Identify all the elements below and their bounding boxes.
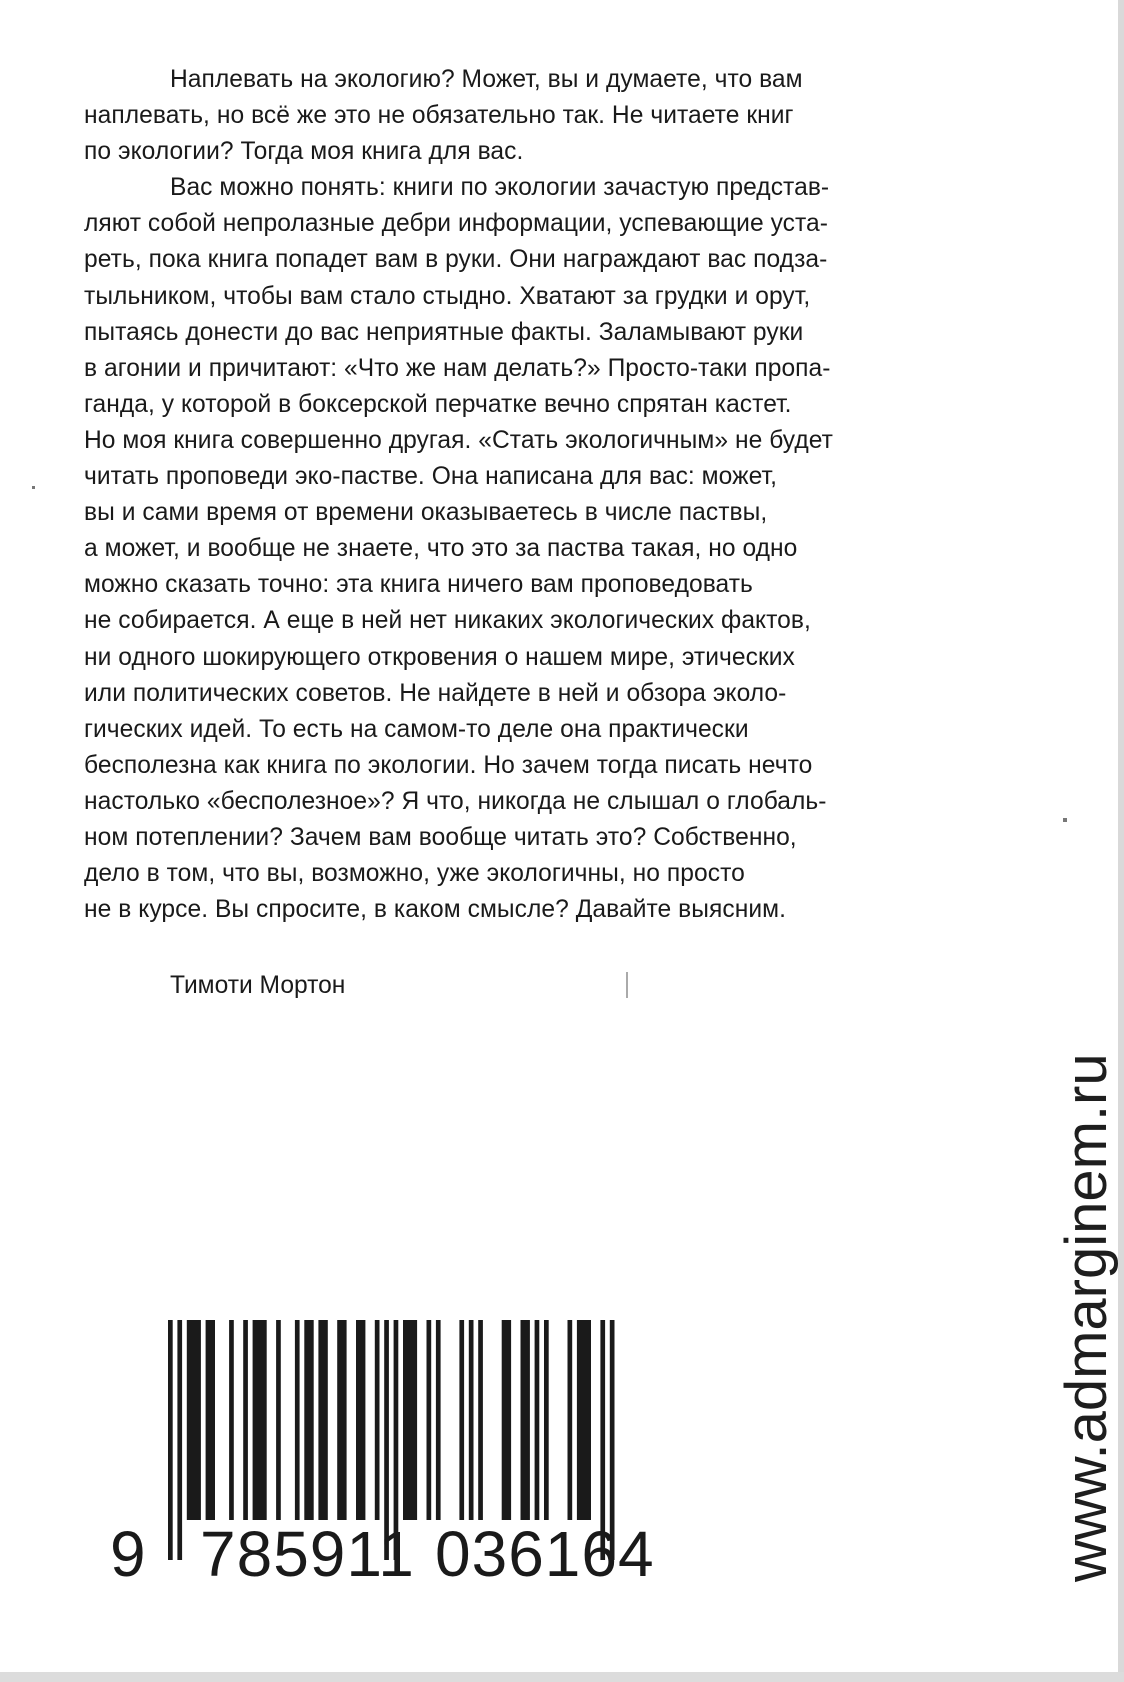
barcode-bar — [521, 1320, 530, 1520]
barcode-bar — [544, 1320, 549, 1520]
barcode-bar — [375, 1320, 380, 1520]
isbn-number — [110, 1514, 670, 1594]
barcode-bar — [253, 1320, 267, 1520]
isbn-left-group: 785911 — [200, 1518, 415, 1590]
blurb-line: бесполезна как книга по экологии. Но зачем тогда писать нечто — [84, 751, 813, 779]
blurb-line: дело в том, что вы, возможно, уже экологичны, но просто — [84, 860, 745, 888]
blurb-line: ном потеплении? Зачем вам вообще читать это? Собственно, — [84, 823, 797, 851]
author-name: Тимоти Мортон — [170, 972, 346, 999]
blurb-line: гических идей. То есть на самом-то деле она практически — [84, 715, 749, 743]
barcode-bar — [502, 1320, 511, 1520]
blurb-line: вы и сами время от времени оказываетесь в числе паствы, — [84, 499, 768, 527]
blurb-line: Вас можно понять: книги по экологии зачастую представ- — [170, 174, 830, 202]
blurb-line: не в курсе. Вы спросите, в каком смысле? Давайте выясним. — [84, 896, 786, 924]
blurb-line: ляют собой непролазные дебри информации, успевающие уста- — [84, 210, 828, 238]
barcode-bar — [436, 1320, 441, 1520]
scan-speck — [1063, 818, 1067, 822]
blurb-line: тыльником, чтобы вам стало стыдно. Хватают за грудки и орут, — [84, 282, 811, 310]
barcode-bar — [304, 1320, 313, 1520]
blurb-line: не собирается. А еще в ней нет никаких экологических фактов, — [84, 607, 811, 635]
blurb-line: по экологии? Тогда моя книга для вас. — [84, 138, 524, 166]
blurb-line: можно сказать точно: эта книга ничего вам проповедовать — [84, 571, 753, 599]
barcode-bar — [206, 1320, 215, 1520]
barcode-bar — [229, 1320, 234, 1520]
scan-speck — [626, 972, 628, 998]
blurb-line: Но моя книга совершенно другая. «Стать экологичным» не будет — [84, 426, 833, 454]
barcode-bar — [469, 1320, 474, 1520]
barcode-bar — [459, 1320, 464, 1520]
barcode-bar — [356, 1320, 365, 1520]
blurb-line: наплевать, но всё же это не обязательно так. Не читаете книг — [84, 102, 794, 130]
blurb-line: или политических советов. Не найдете в ней и обзора эколо- — [84, 679, 787, 707]
blurb-text — [84, 62, 924, 928]
scan-speck — [32, 486, 35, 489]
barcode-bar — [187, 1320, 201, 1520]
barcode-bar — [403, 1320, 417, 1520]
barcode-bar — [276, 1320, 281, 1520]
isbn-lead-digit: 9 — [110, 1518, 146, 1590]
barcode-bar — [568, 1320, 573, 1520]
page-edge-bottom — [0, 1672, 1124, 1682]
blurb-line: ганда, у которой в боксерской перчатке вечно спрятан кастет. — [84, 390, 792, 418]
barcode-bar — [577, 1320, 591, 1520]
barcode-bar — [478, 1320, 483, 1520]
barcode-bar — [427, 1320, 432, 1520]
barcode-bar — [535, 1320, 540, 1520]
blurb-line: настолько «бесполезное»? Я что, никогда не слышал о глобаль- — [84, 787, 827, 815]
blurb-line: а может, и вообще не знаете, что это за паства такая, но одно — [84, 535, 798, 563]
blurb-line: Наплевать на экологию? Может, вы и думаете, что вам — [170, 66, 803, 93]
blurb-line: ни одного шокирующего откровения о нашем мире, этических — [84, 643, 795, 671]
barcode-bar — [243, 1320, 248, 1520]
isbn-right-group: 036164 — [435, 1518, 655, 1590]
blurb-line: реть, пока книга попадет вам в руки. Они награждают вас подза- — [84, 246, 828, 274]
blurb-line: читать проповеди эко-пастве. Она написана для вас: может, — [84, 463, 777, 491]
publisher-website: www.admarginem.ru — [1054, 1053, 1119, 1582]
barcode-bar — [295, 1320, 300, 1520]
blurb-line: в агонии и причитают: «Что же нам делать?» Просто-таки пропа- — [84, 354, 831, 382]
barcode-bar — [337, 1320, 346, 1520]
blurb-line: пытаясь донести до вас неприятные факты. Заламывают руки — [84, 318, 804, 346]
barcode-bar — [318, 1320, 327, 1520]
